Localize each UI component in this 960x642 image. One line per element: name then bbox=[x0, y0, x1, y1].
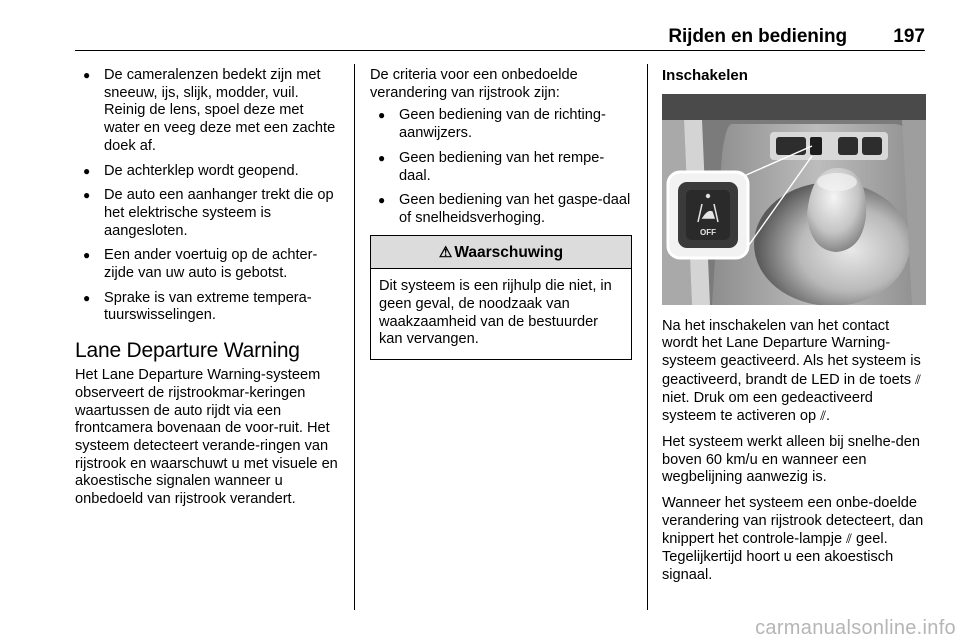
list-item: ● Geen bediening van het rempe-daal. bbox=[370, 150, 632, 185]
header-title: Rijden en bediening bbox=[668, 26, 847, 47]
warning-triangle-icon: ⚠ bbox=[438, 243, 453, 261]
criteria-list bbox=[370, 107, 632, 227]
list-item: ● Geen bediening van de richting-aanwijzers. bbox=[370, 107, 632, 142]
warning-header bbox=[371, 236, 631, 270]
bullet-list bbox=[75, 67, 343, 325]
lane-departure-icon: ⫽ bbox=[915, 371, 921, 387]
section-title: Lane Departure Warning bbox=[75, 339, 300, 363]
lane-departure-indicator-icon: ⫽ bbox=[846, 531, 852, 547]
lane-departure-icon: ⫽ bbox=[820, 408, 826, 424]
warning-box bbox=[370, 235, 632, 361]
list-item: ● Geen bediening van het gaspe-daal of snelheidsverhoging. bbox=[370, 192, 632, 227]
list-item: ● Sprake is van extreme tempera-tuurswisselingen. bbox=[75, 290, 343, 325]
list-item: ● De auto een aanhanger trekt die op het elektrische systeem is aangesloten. bbox=[75, 187, 343, 240]
page-header bbox=[75, 26, 925, 51]
warning-title: Waarschuwing bbox=[454, 243, 564, 261]
subsection-heading: Inschakelen bbox=[662, 67, 748, 84]
list-item: ● De cameralenzen bedekt zijn met sneeuw, ijs, slijk, modder, vuil. Reinig de lens, spoel deze met water en veeg deze met een zachte doek af. bbox=[75, 67, 343, 156]
body-paragraph: Na het inschakelen van het contact wordt het Lane Departure Warning-systeem geactiveerd. Als het systeem is geactiveerd, brandt de LED in de toets ⫽ niet. Druk om een gedeactiveerd systeem te activeren op ⫽. bbox=[662, 317, 921, 425]
column-divider bbox=[647, 64, 648, 610]
column-1 bbox=[75, 67, 343, 517]
column-2 bbox=[370, 67, 632, 360]
watermark: carmanualsonline.info bbox=[755, 617, 956, 639]
body-paragraph: Het Lane Departure Warning-systeem observeert de rijstrookmar-keringen waartussen de auto rijdt via een frontcamera bovenaan de voor-ruit. Het systeem detecteert verande-ringen van rijstrook en waarschuwt u met visuele en akoestische signalen wanneer u onbedoeld van rijstrook verandert. bbox=[75, 367, 338, 508]
page-number: 197 bbox=[893, 26, 925, 47]
body-paragraph: Wanneer het systeem een onbe-doelde verandering van rijstrook detecteert, dan knippert het controle-lampje ⫽ geel. Tegelijkertijd hoort u een akoestisch signaal. bbox=[662, 495, 924, 583]
column-divider bbox=[354, 64, 355, 610]
body-paragraph: Het systeem werkt alleen bij snelhe-den boven 60 km/u en wanneer een wegbelijning aanwezig is. bbox=[662, 433, 920, 486]
list-item: ● Een ander voertuig op de achter-zijde van uw auto is gebotst. bbox=[75, 247, 343, 282]
warning-body: Dit systeem is een rijhulp die niet, in geen geval, de noodzaak van waakzaamheid van de bestuurder kan vervangen. bbox=[379, 278, 612, 348]
column-3 bbox=[662, 67, 926, 593]
console-photo bbox=[662, 94, 926, 305]
off-label: OFF bbox=[700, 227, 716, 237]
criteria-intro: De criteria voor een onbedoelde verandering van rijstrook zijn: bbox=[370, 67, 578, 101]
list-item: ● De achterklep wordt geopend. bbox=[75, 163, 343, 181]
